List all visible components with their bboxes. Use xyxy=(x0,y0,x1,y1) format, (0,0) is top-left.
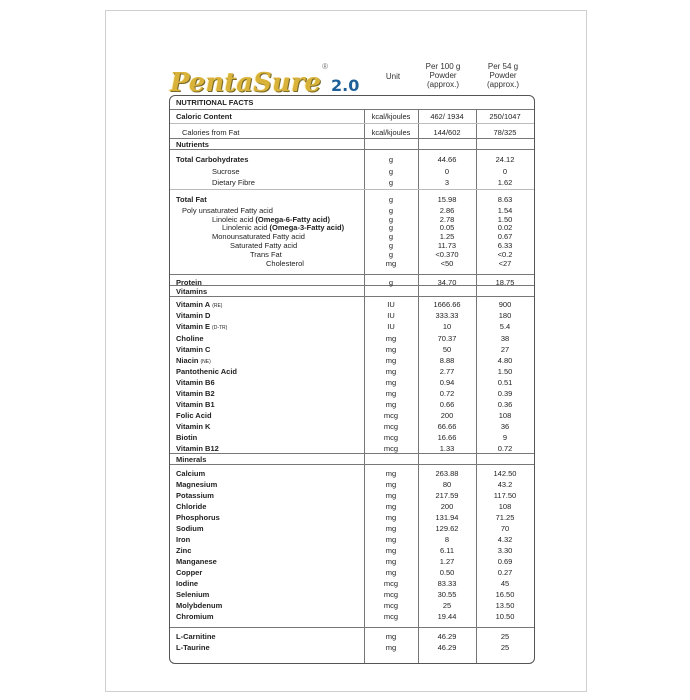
nutrient-name: Vitamin E (D-TR) xyxy=(176,322,228,331)
per54-value: 0.72 xyxy=(497,444,513,453)
nutrient-name: Zinc xyxy=(176,546,192,555)
unit-cell: mg xyxy=(385,513,397,522)
per100-value: 25 xyxy=(442,601,452,610)
unit-cell: g xyxy=(388,232,394,241)
unit-cell: mg xyxy=(385,632,397,641)
per54-value: 0.02 xyxy=(497,223,513,232)
per54-value: 71.25 xyxy=(495,513,515,522)
per100-value: 70.37 xyxy=(437,334,457,343)
per54-value: 43.2 xyxy=(497,480,513,489)
nutrient-name: Molybdenum xyxy=(176,601,223,610)
per54-value: 16.50 xyxy=(495,590,515,599)
per54-value: 180 xyxy=(498,311,512,320)
unit-cell: mcg xyxy=(383,590,399,599)
per54-value: 24.12 xyxy=(495,155,515,164)
unit-cell: g xyxy=(388,250,394,259)
unit-cell: g xyxy=(388,178,394,187)
per100-line2: Powder xyxy=(429,71,457,80)
per100-value: 50 xyxy=(442,345,452,354)
per54-value: 4.32 xyxy=(497,535,513,544)
per100-value: 8 xyxy=(444,535,450,544)
per54-value: 1.50 xyxy=(497,215,513,224)
per100-value: 333.33 xyxy=(435,311,459,320)
unit-cell: IU xyxy=(387,300,395,309)
per100-value: 34.70 xyxy=(437,278,457,287)
per54-value: 6.33 xyxy=(497,241,513,250)
nutrient-name: Phosphorus xyxy=(176,513,220,522)
per54-value: 142.50 xyxy=(493,469,517,478)
nutrition-table xyxy=(169,95,535,664)
per54-value: 900 xyxy=(498,300,512,309)
unit-cell: g xyxy=(388,215,394,224)
per100-value: 0.05 xyxy=(439,223,455,232)
row-divider xyxy=(170,149,534,150)
unit-cell: mcg xyxy=(383,433,399,442)
nutrient-name: Sucrose xyxy=(212,167,240,176)
per100-value: 263.88 xyxy=(435,469,459,478)
nutrient-name: Dietary Fibre xyxy=(212,178,255,187)
per100-value: 200 xyxy=(440,411,454,420)
unit-cell: g xyxy=(388,223,394,232)
unit-cell: mg xyxy=(385,535,397,544)
row-divider xyxy=(170,453,534,454)
unit-cell: mg xyxy=(385,389,397,398)
per54-value: 4.80 xyxy=(497,356,513,365)
per100-value: 80 xyxy=(442,480,452,489)
per54-value: 0.51 xyxy=(497,378,513,387)
nutrient-name: Calories from Fat xyxy=(182,128,240,137)
row-divider xyxy=(170,464,534,465)
per100-value: 19.44 xyxy=(437,612,457,621)
per54-value: 8.63 xyxy=(497,195,513,204)
unit-cell: g xyxy=(388,167,394,176)
nutrient-name: Biotin xyxy=(176,433,198,442)
nutrient-name: Vitamin C xyxy=(176,345,211,354)
per100-value: 2.86 xyxy=(439,206,455,215)
nutrient-name: Iodine xyxy=(176,579,199,588)
nutrient-name: Trans Fat xyxy=(250,250,282,259)
unit-cell: g xyxy=(388,155,394,164)
nutrient-name: Protein xyxy=(176,278,202,287)
per100-value: 1666.66 xyxy=(433,300,461,309)
nutrient-name: Calcium xyxy=(176,469,206,478)
nutrient-name: Vitamin A (RE) xyxy=(176,300,223,309)
brand-name: PentaSure xyxy=(170,68,322,98)
unit-cell: mg xyxy=(385,259,397,268)
per100-value: 129.62 xyxy=(435,524,459,533)
section-minerals: Minerals xyxy=(176,455,207,464)
per54-value: 25 xyxy=(500,643,510,652)
per100-value: 200 xyxy=(440,502,454,511)
nutrient-name: Potassium xyxy=(176,491,214,500)
unit-cell: mg xyxy=(385,356,397,365)
nutrient-qualifier: (NE) xyxy=(200,359,211,365)
per54-value: 5.4 xyxy=(499,322,511,331)
per54-value: 36 xyxy=(500,422,510,431)
row-divider xyxy=(170,274,534,275)
per54-value: 0.36 xyxy=(497,400,513,409)
fatty-acid-type: (Omega-3-Fatty acid) xyxy=(269,223,345,232)
per54-value: 9 xyxy=(502,433,508,442)
nutrient-name: Linolenic acid (Omega-3-Fatty acid) xyxy=(222,223,345,232)
per54-value: <0.2 xyxy=(497,250,513,259)
per54-value: 0.39 xyxy=(497,389,513,398)
per100-value: 3 xyxy=(444,178,450,187)
per54-value: 45 xyxy=(500,579,510,588)
per54-value: 27 xyxy=(500,345,510,354)
per100-value: 15.98 xyxy=(437,195,457,204)
unit-cell: mg xyxy=(385,334,397,343)
unit-cell: g xyxy=(388,195,394,204)
unit-cell: mg xyxy=(385,557,397,566)
nutrient-name: Copper xyxy=(176,568,203,577)
nutrient-name: Iron xyxy=(176,535,191,544)
per100-line1: Per 100 g xyxy=(425,62,461,71)
per100-value: 144/602 xyxy=(433,128,461,137)
per100-value: 1.27 xyxy=(439,557,455,566)
nutrient-name: Manganese xyxy=(176,557,217,566)
per54-value: 70 xyxy=(500,524,510,533)
per54-value: 25 xyxy=(500,632,510,641)
per54-value: 1.62 xyxy=(497,178,513,187)
unit-cell: mg xyxy=(385,502,397,511)
unit-column-header: Unit xyxy=(385,72,401,81)
registered-mark: ® xyxy=(322,62,328,71)
nutrient-name: Vitamin B12 xyxy=(176,444,219,453)
per54-value: 78/325 xyxy=(493,128,517,137)
nutrient-name: Choline xyxy=(176,334,204,343)
per100-value: <0.370 xyxy=(435,250,459,259)
per54-value: 108 xyxy=(498,502,512,511)
unit-cell: mcg xyxy=(383,411,399,420)
per54-line3: (approx.) xyxy=(486,80,519,89)
section-vitamins: Vitamins xyxy=(176,287,208,296)
nutrient-name: Poly unsaturated Fatty acid xyxy=(182,206,273,215)
unit-cell: IU xyxy=(387,322,395,331)
per100-value: <50 xyxy=(440,259,454,268)
row-divider xyxy=(170,627,534,628)
unit-cell: IU xyxy=(387,311,395,320)
nutrient-name: Total Fat xyxy=(176,195,207,204)
per100-value: 46.29 xyxy=(437,643,457,652)
per100-value: 8.88 xyxy=(439,356,455,365)
nutrient-name: Niacin (NE) xyxy=(176,356,211,365)
per54-value: 0.69 xyxy=(497,557,513,566)
unit-cell: mg xyxy=(385,469,397,478)
per100-value: 44.66 xyxy=(437,155,457,164)
per100-value: 16.66 xyxy=(437,433,457,442)
per54-value: 13.50 xyxy=(495,601,515,610)
per54-value: 38 xyxy=(500,334,510,343)
per54-column-header xyxy=(476,62,530,89)
unit-cell: mg xyxy=(385,378,397,387)
per54-value: 3.30 xyxy=(497,546,513,555)
unit-cell: mg xyxy=(385,568,397,577)
per54-value: 117.50 xyxy=(493,491,517,500)
per100-value: 2.77 xyxy=(439,367,455,376)
per100-value: 0.66 xyxy=(439,400,455,409)
unit-cell: kcal/kjoules xyxy=(371,128,411,137)
per100-value: 0.72 xyxy=(439,389,455,398)
per100-value: 83.33 xyxy=(437,579,457,588)
nutrient-name: L-Taurine xyxy=(176,643,210,652)
nutrient-name: Chromium xyxy=(176,612,214,621)
unit-cell: g xyxy=(388,206,394,215)
nutrient-qualifier: (D-TR) xyxy=(212,325,228,331)
nutrient-name: Chloride xyxy=(176,502,207,511)
nutrient-name: Vitamin B1 xyxy=(176,400,215,409)
per100-value: 2.78 xyxy=(439,215,455,224)
brand-logo xyxy=(170,58,359,96)
per100-value: 66.66 xyxy=(437,422,457,431)
per54-value: 0.27 xyxy=(497,568,513,577)
nutrient-name: Saturated Fatty acid xyxy=(230,241,298,250)
unit-cell: kcal/kjoules xyxy=(371,112,411,121)
unit-cell: mg xyxy=(385,480,397,489)
nutrient-name: Total Carbohydrates xyxy=(176,155,249,164)
per54-value: 10.50 xyxy=(495,612,515,621)
brand-version: 2.0 xyxy=(330,76,360,95)
row-divider xyxy=(170,189,534,190)
nutrient-qualifier: (RE) xyxy=(212,303,223,309)
unit-cell: mg xyxy=(385,546,397,555)
unit-cell: mcg xyxy=(383,612,399,621)
nutrient-name: Vitamin B6 xyxy=(176,378,215,387)
per100-value: 6.11 xyxy=(439,546,455,555)
unit-cell: mg xyxy=(385,643,397,652)
per100-value: 1.25 xyxy=(439,232,455,241)
nutrient-name: Vitamin K xyxy=(176,422,211,431)
title-divider xyxy=(170,109,534,110)
nutrient-name: L-Carnitine xyxy=(176,632,216,641)
row-divider xyxy=(170,138,534,139)
per100-value: 131.94 xyxy=(435,513,459,522)
per54-line2: Powder xyxy=(489,71,517,80)
per100-value: 0.50 xyxy=(439,568,455,577)
per54-value: 0.67 xyxy=(497,232,513,241)
nutrient-name: Cholesterol xyxy=(266,259,304,268)
per100-line3: (approx.) xyxy=(426,80,459,89)
unit-cell: mg xyxy=(385,400,397,409)
section-nutrients: Nutrients xyxy=(176,140,209,149)
per100-value: 217.59 xyxy=(435,491,459,500)
nutrient-name: Vitamin B2 xyxy=(176,389,215,398)
nutrient-name: Pantothenic Acid xyxy=(176,367,237,376)
per100-value: 46.29 xyxy=(437,632,457,641)
per54-value: 108 xyxy=(498,411,512,420)
per100-value: 10 xyxy=(442,322,452,331)
unit-cell: mcg xyxy=(383,601,399,610)
unit-cell: mcg xyxy=(383,444,399,453)
per100-value: 462/ 1934 xyxy=(430,112,464,121)
nutrient-name: Monounsaturated Fatty acid xyxy=(212,232,305,241)
nutrient-name: Sodium xyxy=(176,524,204,533)
per100-value: 1.33 xyxy=(439,444,455,453)
nutrient-name: Vitamin D xyxy=(176,311,211,320)
unit-cell: mg xyxy=(385,524,397,533)
unit-cell: g xyxy=(388,241,394,250)
per54-value: 0 xyxy=(502,167,508,176)
nutrient-name: Caloric Content xyxy=(176,112,232,121)
unit-cell: mg xyxy=(385,367,397,376)
nutrient-name: Linoleic acid (Omega-6-Fatty acid) xyxy=(212,215,330,224)
unit-cell: mg xyxy=(385,345,397,354)
nutrient-name: Magnesium xyxy=(176,480,218,489)
per100-value: 0 xyxy=(444,167,450,176)
unit-cell: mg xyxy=(385,491,397,500)
table-title: NUTRITIONAL FACTS xyxy=(176,98,254,107)
per54-value: 1.50 xyxy=(497,367,513,376)
per100-column-header xyxy=(416,62,470,89)
nutrient-name: Folic Acid xyxy=(176,411,212,420)
per54-value: <27 xyxy=(498,259,512,268)
per54-line1: Per 54 g xyxy=(487,62,519,71)
per100-value: 0.94 xyxy=(439,378,455,387)
fatty-acid-type: (Omega-6-Fatty acid) xyxy=(255,215,330,224)
unit-cell: g xyxy=(388,278,394,287)
row-divider xyxy=(170,123,534,124)
per100-value: 30.55 xyxy=(437,590,457,599)
per54-value: 18.75 xyxy=(495,278,515,287)
unit-cell: mcg xyxy=(383,422,399,431)
per100-value: 11.73 xyxy=(437,241,457,250)
per54-value: 250/1047 xyxy=(489,112,521,121)
nutrient-name: Selenium xyxy=(176,590,210,599)
row-divider xyxy=(170,296,534,297)
per54-value: 1.54 xyxy=(497,206,513,215)
unit-cell: mcg xyxy=(383,579,399,588)
